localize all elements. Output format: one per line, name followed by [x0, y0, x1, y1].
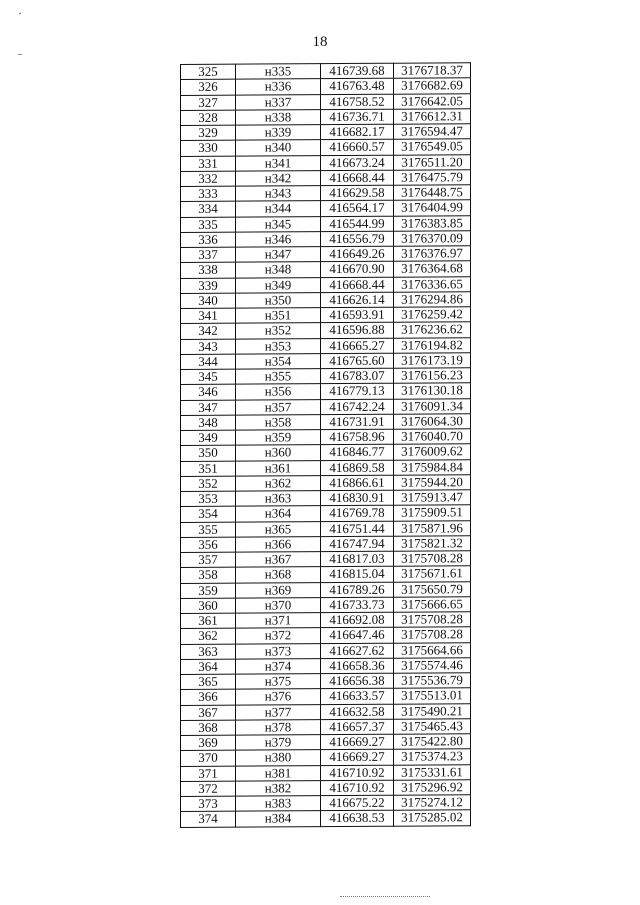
- y-coordinate-cell: 3175984.84: [394, 459, 471, 475]
- y-coordinate-cell: 3175296.92: [394, 779, 471, 795]
- y-coordinate-cell: 3175913.47: [394, 490, 471, 506]
- row-number-cell: 329: [181, 125, 236, 141]
- point-id-cell: н338: [236, 109, 321, 125]
- x-coordinate-cell: 416668.44: [321, 170, 394, 186]
- x-coordinate-cell: 416751.44: [321, 521, 394, 537]
- y-coordinate-cell: 3176173.19: [394, 352, 471, 368]
- row-number-cell: 367: [181, 705, 236, 721]
- x-coordinate-cell: 416758.52: [321, 94, 394, 110]
- row-number-cell: 332: [181, 171, 236, 187]
- point-id-cell: н343: [236, 186, 321, 202]
- page-number: 18: [312, 34, 328, 50]
- table-row: [181, 627, 471, 644]
- row-number-cell: 345: [181, 369, 236, 385]
- y-coordinate-cell: 3175944.20: [394, 474, 471, 490]
- x-coordinate-cell: 416638.53: [321, 810, 394, 826]
- point-id-cell: н373: [236, 643, 321, 659]
- y-coordinate-cell: 3175274.12: [394, 795, 471, 811]
- row-number-cell: 335: [181, 217, 236, 233]
- coordinates-table-container: [180, 62, 471, 827]
- point-id-cell: н362: [236, 475, 321, 491]
- x-coordinate-cell: 416866.61: [321, 475, 394, 491]
- row-number-cell: 364: [181, 659, 236, 675]
- row-number-cell: 331: [181, 156, 236, 172]
- x-coordinate-cell: 416596.88: [321, 322, 394, 338]
- row-number-cell: 340: [181, 293, 236, 309]
- y-coordinate-cell: 3176156.23: [394, 368, 471, 384]
- y-coordinate-cell: 3175708.28: [394, 612, 471, 628]
- y-coordinate-cell: 3175331.61: [394, 764, 471, 780]
- y-coordinate-cell: 3175671.61: [394, 566, 471, 582]
- y-coordinate-cell: 3176612.31: [394, 108, 471, 124]
- row-number-cell: 368: [181, 720, 236, 736]
- row-number-cell: 346: [181, 384, 236, 400]
- point-id-cell: н357: [236, 399, 321, 415]
- point-id-cell: н350: [236, 292, 321, 308]
- x-coordinate-cell: 416668.44: [321, 277, 394, 293]
- x-coordinate-cell: 416564.17: [321, 200, 394, 216]
- point-id-cell: н370: [236, 597, 321, 613]
- point-id-cell: н375: [236, 674, 321, 690]
- point-id-cell: н341: [236, 155, 321, 171]
- x-coordinate-cell: 416682.17: [321, 124, 394, 140]
- table-row: [181, 78, 471, 95]
- row-number-cell: 365: [181, 674, 236, 690]
- table-row: [181, 383, 471, 400]
- row-number-cell: 369: [181, 735, 236, 751]
- y-coordinate-cell: 3176194.82: [394, 337, 471, 353]
- x-coordinate-cell: 416675.22: [321, 795, 394, 811]
- point-id-cell: н346: [236, 231, 321, 247]
- y-coordinate-cell: 3176383.85: [394, 215, 471, 231]
- x-coordinate-cell: 416692.08: [321, 612, 394, 628]
- y-coordinate-cell: 3176511.20: [394, 154, 471, 170]
- y-coordinate-cell: 3175708.28: [394, 627, 471, 643]
- point-id-cell: н347: [236, 247, 321, 263]
- point-id-cell: н366: [236, 536, 321, 552]
- scan-mark: ˊ: [18, 10, 22, 24]
- point-id-cell: н342: [236, 170, 321, 186]
- x-coordinate-cell: 416670.90: [321, 261, 394, 277]
- x-coordinate-cell: 416736.71: [321, 109, 394, 125]
- point-id-cell: н359: [236, 430, 321, 446]
- row-number-cell: 337: [181, 247, 236, 263]
- y-coordinate-cell: 3176091.34: [394, 398, 471, 414]
- row-number-cell: 350: [181, 445, 236, 461]
- scan-mark: ˉ: [18, 50, 22, 64]
- row-number-cell: 366: [181, 689, 236, 705]
- point-id-cell: н374: [236, 658, 321, 674]
- y-coordinate-cell: 3176336.65: [394, 276, 471, 292]
- row-number-cell: 342: [181, 323, 236, 339]
- y-coordinate-cell: 3175574.46: [394, 657, 471, 673]
- y-coordinate-cell: 3176549.05: [394, 139, 471, 155]
- x-coordinate-cell: 416789.26: [321, 582, 394, 598]
- y-coordinate-cell: 3175821.32: [394, 535, 471, 551]
- x-coordinate-cell: 416629.58: [321, 185, 394, 201]
- point-id-cell: н354: [236, 353, 321, 369]
- row-number-cell: 348: [181, 415, 236, 431]
- point-id-cell: н353: [236, 338, 321, 354]
- y-coordinate-cell: 3176682.69: [394, 78, 471, 94]
- x-coordinate-cell: 416817.03: [321, 551, 394, 567]
- point-id-cell: н364: [236, 506, 321, 522]
- row-number-cell: 344: [181, 354, 236, 370]
- point-id-cell: н377: [236, 704, 321, 720]
- row-number-cell: 360: [181, 598, 236, 614]
- table-row: [181, 444, 471, 461]
- point-id-cell: н361: [236, 460, 321, 476]
- y-coordinate-cell: 3175374.23: [394, 749, 471, 765]
- row-number-cell: 352: [181, 476, 236, 492]
- y-coordinate-cell: 3175490.21: [394, 703, 471, 719]
- point-id-cell: н384: [236, 811, 321, 827]
- y-coordinate-cell: 3175422.80: [394, 734, 471, 750]
- x-coordinate-cell: 416647.46: [321, 627, 394, 643]
- point-id-cell: н345: [236, 216, 321, 232]
- point-id-cell: н365: [236, 521, 321, 537]
- point-id-cell: н369: [236, 582, 321, 598]
- row-number-cell: 333: [181, 186, 236, 202]
- point-id-cell: н348: [236, 262, 321, 278]
- table-row: [181, 322, 471, 339]
- y-coordinate-cell: 3176364.68: [394, 261, 471, 277]
- point-id-cell: н336: [236, 79, 321, 95]
- x-coordinate-cell: 416815.04: [321, 566, 394, 582]
- x-coordinate-cell: 416783.07: [321, 368, 394, 384]
- y-coordinate-cell: 3176475.79: [394, 169, 471, 185]
- y-coordinate-cell: 3176642.05: [394, 93, 471, 109]
- x-coordinate-cell: 416710.92: [321, 780, 394, 796]
- x-coordinate-cell: 416669.27: [321, 749, 394, 765]
- y-coordinate-cell: 3175513.01: [394, 688, 471, 704]
- y-coordinate-cell: 3176236.62: [394, 322, 471, 338]
- row-number-cell: 326: [181, 79, 236, 95]
- table-row: [181, 200, 471, 217]
- row-number-cell: 343: [181, 339, 236, 355]
- row-number-cell: 347: [181, 400, 236, 416]
- x-coordinate-cell: 416556.79: [321, 231, 394, 247]
- row-number-cell: 358: [181, 567, 236, 583]
- x-coordinate-cell: 416747.94: [321, 536, 394, 552]
- y-coordinate-cell: 3176259.42: [394, 307, 471, 323]
- row-number-cell: 361: [181, 613, 236, 629]
- y-coordinate-cell: 3175465.43: [394, 718, 471, 734]
- coordinates-table: [180, 62, 471, 827]
- row-number-cell: 362: [181, 628, 236, 644]
- point-id-cell: н349: [236, 277, 321, 293]
- x-coordinate-cell: 416649.26: [321, 246, 394, 262]
- y-coordinate-cell: 3175536.79: [394, 673, 471, 689]
- point-id-cell: н368: [236, 567, 321, 583]
- row-number-cell: 330: [181, 140, 236, 156]
- x-coordinate-cell: 416731.91: [321, 414, 394, 430]
- point-id-cell: н351: [236, 308, 321, 324]
- row-number-cell: 357: [181, 552, 236, 568]
- x-coordinate-cell: 416739.68: [321, 63, 394, 79]
- row-number-cell: 356: [181, 537, 236, 553]
- point-id-cell: н355: [236, 369, 321, 385]
- x-coordinate-cell: 416733.73: [321, 597, 394, 613]
- y-coordinate-cell: 3175664.66: [394, 642, 471, 658]
- x-coordinate-cell: 416632.58: [321, 704, 394, 720]
- row-number-cell: 353: [181, 491, 236, 507]
- y-coordinate-cell: 3176040.70: [394, 429, 471, 445]
- row-number-cell: 363: [181, 644, 236, 660]
- x-coordinate-cell: 416656.38: [321, 673, 394, 689]
- row-number-cell: 355: [181, 522, 236, 538]
- x-coordinate-cell: 416658.36: [321, 658, 394, 674]
- x-coordinate-cell: 416779.13: [321, 383, 394, 399]
- x-coordinate-cell: 416758.96: [321, 429, 394, 445]
- row-number-cell: 373: [181, 796, 236, 812]
- x-coordinate-cell: 416869.58: [321, 460, 394, 476]
- row-number-cell: 359: [181, 583, 236, 599]
- row-number-cell: 351: [181, 461, 236, 477]
- y-coordinate-cell: 3175708.28: [394, 551, 471, 567]
- row-number-cell: 374: [181, 811, 236, 827]
- row-number-cell: 336: [181, 232, 236, 248]
- table-row: [181, 139, 471, 156]
- y-coordinate-cell: 3176064.30: [394, 413, 471, 429]
- x-coordinate-cell: 416626.14: [321, 292, 394, 308]
- point-id-cell: н344: [236, 201, 321, 217]
- x-coordinate-cell: 416765.60: [321, 353, 394, 369]
- x-coordinate-cell: 416673.24: [321, 155, 394, 171]
- row-number-cell: 325: [181, 64, 236, 80]
- x-coordinate-cell: 416710.92: [321, 765, 394, 781]
- y-coordinate-cell: 3175909.51: [394, 505, 471, 521]
- row-number-cell: 327: [181, 95, 236, 111]
- x-coordinate-cell: 416627.62: [321, 643, 394, 659]
- x-coordinate-cell: 416742.24: [321, 399, 394, 415]
- y-coordinate-cell: 3175666.65: [394, 596, 471, 612]
- row-number-cell: 339: [181, 278, 236, 294]
- point-id-cell: н363: [236, 491, 321, 507]
- row-number-cell: 328: [181, 110, 236, 126]
- y-coordinate-cell: 3176370.09: [394, 230, 471, 246]
- y-coordinate-cell: 3176718.37: [394, 63, 471, 79]
- table-row: [181, 261, 471, 278]
- point-id-cell: н371: [236, 613, 321, 629]
- point-id-cell: н382: [236, 780, 321, 796]
- point-id-cell: н337: [236, 94, 321, 110]
- x-coordinate-cell: 416660.57: [321, 139, 394, 155]
- point-id-cell: н380: [236, 750, 321, 766]
- table-row: [181, 749, 471, 766]
- point-id-cell: н356: [236, 384, 321, 400]
- point-id-cell: н383: [236, 796, 321, 812]
- table-row: [181, 688, 471, 705]
- y-coordinate-cell: 3176294.86: [394, 291, 471, 307]
- row-number-cell: 371: [181, 766, 236, 782]
- y-coordinate-cell: 3176448.75: [394, 185, 471, 201]
- row-number-cell: 372: [181, 781, 236, 797]
- x-coordinate-cell: 416544.99: [321, 216, 394, 232]
- point-id-cell: н358: [236, 414, 321, 430]
- x-coordinate-cell: 416669.27: [321, 734, 394, 750]
- table-body: [181, 63, 471, 827]
- row-number-cell: 349: [181, 430, 236, 446]
- point-id-cell: н360: [236, 445, 321, 461]
- point-id-cell: н379: [236, 735, 321, 751]
- y-coordinate-cell: 3175650.79: [394, 581, 471, 597]
- y-coordinate-cell: 3176009.62: [394, 444, 471, 460]
- y-coordinate-cell: 3176404.99: [394, 200, 471, 216]
- y-coordinate-cell: 3175871.96: [394, 520, 471, 536]
- scan-artifact-line: [340, 896, 430, 897]
- y-coordinate-cell: 3176130.18: [394, 383, 471, 399]
- point-id-cell: н335: [236, 64, 321, 80]
- x-coordinate-cell: 416657.37: [321, 719, 394, 735]
- table-row: [181, 566, 471, 583]
- y-coordinate-cell: 3175285.02: [394, 810, 471, 826]
- point-id-cell: н378: [236, 719, 321, 735]
- x-coordinate-cell: 416830.91: [321, 490, 394, 506]
- x-coordinate-cell: 416846.77: [321, 444, 394, 460]
- point-id-cell: н376: [236, 689, 321, 705]
- row-number-cell: 354: [181, 506, 236, 522]
- point-id-cell: н340: [236, 140, 321, 156]
- table-row: [181, 810, 471, 827]
- x-coordinate-cell: 416763.48: [321, 78, 394, 94]
- y-coordinate-cell: 3176594.47: [394, 124, 471, 140]
- point-id-cell: н381: [236, 765, 321, 781]
- x-coordinate-cell: 416665.27: [321, 338, 394, 354]
- x-coordinate-cell: 416633.57: [321, 688, 394, 704]
- x-coordinate-cell: 416769.78: [321, 505, 394, 521]
- row-number-cell: 334: [181, 201, 236, 217]
- point-id-cell: н352: [236, 323, 321, 339]
- row-number-cell: 370: [181, 750, 236, 766]
- row-number-cell: 341: [181, 308, 236, 324]
- point-id-cell: н372: [236, 628, 321, 644]
- point-id-cell: н367: [236, 552, 321, 568]
- y-coordinate-cell: 3176376.97: [394, 246, 471, 262]
- table-row: [181, 505, 471, 522]
- point-id-cell: н339: [236, 125, 321, 141]
- x-coordinate-cell: 416593.91: [321, 307, 394, 323]
- row-number-cell: 338: [181, 262, 236, 278]
